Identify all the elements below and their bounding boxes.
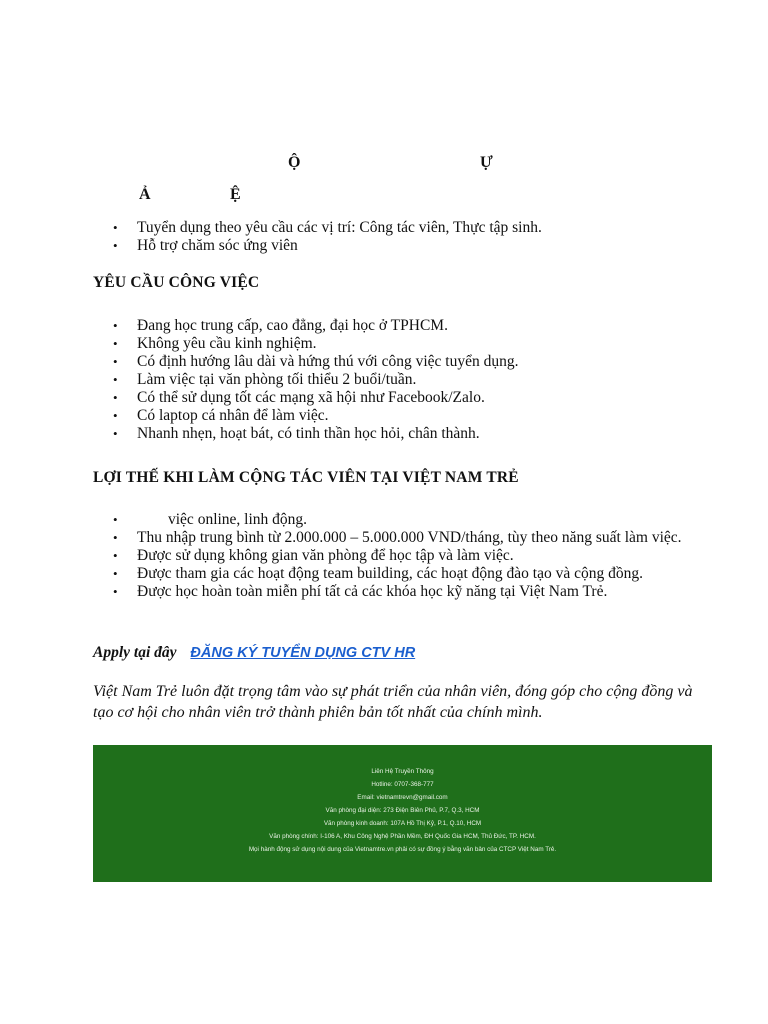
slogan-text: Việt Nam Trẻ luôn đặt trọng tâm vào sự phát triển của nhân viên, đóng góp cho cộng đồng và tạo cơ hội cho nhân viên trở thành phiên bản tốt nhất của chính mình. <box>93 683 693 721</box>
list-item: • Nhanh nhẹn, hoạt bát, có tinh thần học hỏi, chân thành. <box>0 425 768 443</box>
list-item: • Được tham gia các hoạt động team building, các hoạt động đào tạo và cộng đồng. <box>0 565 768 583</box>
list-item: • Hỗ trợ chăm sóc ứng viên <box>0 237 768 255</box>
list-item: • Làm việc tại văn phòng tối thiểu 2 buổi/tuần. <box>0 371 768 389</box>
list-item: • việc online, linh động. <box>0 511 768 529</box>
list-item: • Được sử dụng không gian văn phòng để học tập và làm việc. <box>0 547 768 565</box>
list-item: • Thu nhập trung bình từ 2.000.000 – 5.000.000 VND/tháng, tùy theo năng suất làm việc. <box>0 529 768 547</box>
footer-title: Liên Hệ Truyền Thông <box>371 768 434 775</box>
title-fragment: Ộ <box>288 154 301 171</box>
list-item: • Tuyển dụng theo yêu cầu các vị trí: Công tác viên, Thực tập sinh. <box>0 219 768 237</box>
list-item: • Có định hướng lâu dài và hứng thú với công việc tuyển dụng. <box>0 353 768 371</box>
list-item: • Đang học trung cấp, cao đẳng, đại học ở TPHCM. <box>0 317 768 335</box>
footer-email: Email: vietnamtrevn@gmail.com <box>357 794 448 801</box>
apply-label: Apply tại đây <box>93 644 177 661</box>
title-fragment: Ệ <box>230 186 241 203</box>
title-fragment: Ự <box>480 154 493 171</box>
title-fragment: Ả <box>139 186 151 203</box>
footer-office-rep: Văn phòng đại diện: 273 Điện Biên Phủ, P.7, Q.3, HCM <box>325 807 480 814</box>
contact-footer <box>93 745 712 882</box>
list-item: • Có laptop cá nhân để làm việc. <box>0 407 768 425</box>
duties-list <box>0 219 768 255</box>
benefits-list <box>0 511 768 601</box>
requirements-list <box>0 317 768 443</box>
list-item: • Được học hoàn toàn miễn phí tất cả các khóa học kỹ năng tại Việt Nam Trẻ. <box>0 583 768 601</box>
requirements-heading: YÊU CẦU CÔNG VIỆC <box>93 274 260 291</box>
footer-office-sales: Văn phòng kinh doanh: 107A Hồ Thị Kỷ, P.1, Q.10, HCM <box>323 820 482 827</box>
benefits-heading: LỢI THẾ KHI LÀM CỘNG TÁC VIÊN TẠI VIỆT NAM TRẺ <box>93 469 519 486</box>
footer-hotline: Hotline: 0707-368-777 <box>371 781 434 788</box>
footer-copyright: Mọi hành động sử dụng nội dung của Vietnamtre.vn phải có sự đồng ý bằng văn bản của CTCP Việt Nam Trẻ. <box>248 846 557 853</box>
apply-row <box>93 644 415 662</box>
list-item: • Không yêu cầu kinh nghiệm. <box>0 335 768 353</box>
footer-office-main: Văn phòng chính: I-106 A, Khu Công Nghệ Phần Mềm, ĐH Quốc Gia HCM, Thủ Đức, TP. HCM. <box>269 833 536 840</box>
list-item: • Có thể sử dụng tốt các mạng xã hội như Facebook/Zalo. <box>0 389 768 407</box>
register-link[interactable]: ĐĂNG KÝ TUYỂN DỤNG CTV HR <box>190 645 416 661</box>
